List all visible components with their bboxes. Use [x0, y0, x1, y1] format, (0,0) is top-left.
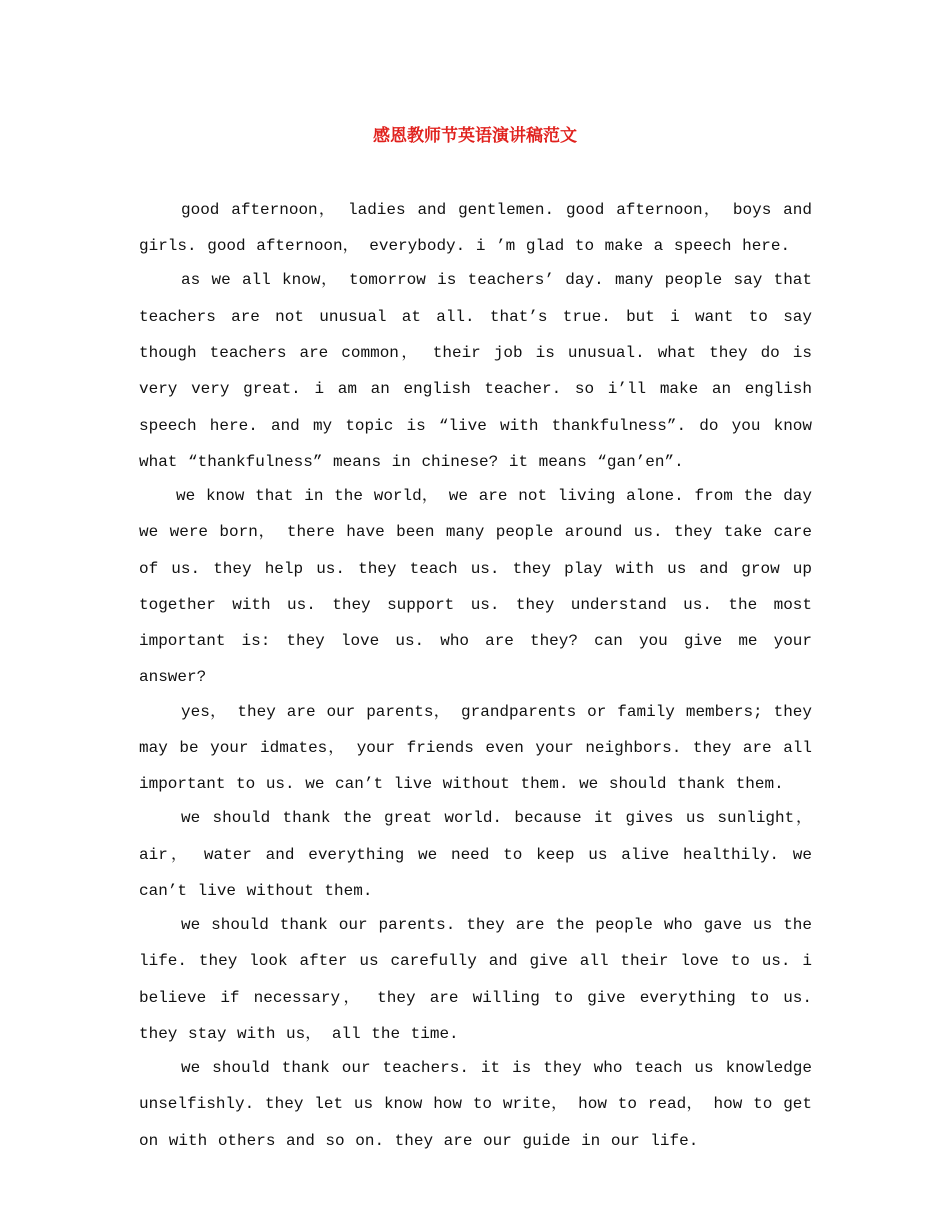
document-body: [139, 192, 812, 1157]
paragraph: we should thank the great world. because it gives us sunlight， air， water and everything we need to keep us alive healthily. we can’t live without them.: [139, 809, 812, 900]
paragraph: good afternoon， ladies and gentlemen. good afternoon， boys and girls. good afternoon， everybody. i ’m glad to make a speech here.: [139, 201, 812, 256]
paragraph: as we all know， tomorrow is teachers’ day. many people say that teachers are not unusual at all. that’s true. but i want to say though teachers are common， their job is unusual. what they do is very very great. i am an english teacher. so i’ll make an english speech here. and my topic is “live with thankfulness”. do you know what “thankfulness” means in chinese? it means “gan’en”.: [139, 271, 812, 471]
paragraph: yes， they are our parents， grandparents or family members; they may be your idmates， your friends even your neighbors. they are all important to us. we can’t live without them. we should thank them.: [139, 702, 812, 794]
paragraph: we should thank our parents. they are the people who gave us the life. they look after us carefully and give all their love to us. i believe if necessary， they are willing to give everything to us. they stay with us， all the time.: [139, 916, 812, 1043]
paragraph: we should thank our teachers. it is they who teach us knowledge unselfishly. they let us know how to write， how to read， how to get on with others and so on. they are our guide in our life.: [139, 1059, 812, 1150]
paragraph: we know that in the world， we are not living alone. from the day we were born， there have been many people around us. they take care of us. they help us. they teach us. they play with us and grow up together with us. they support us. they understand us. the most important is: they love us. who are they? can you give me your answer?: [139, 487, 812, 687]
document-title: 感恩教师节英语演讲稿范文: [373, 126, 577, 146]
